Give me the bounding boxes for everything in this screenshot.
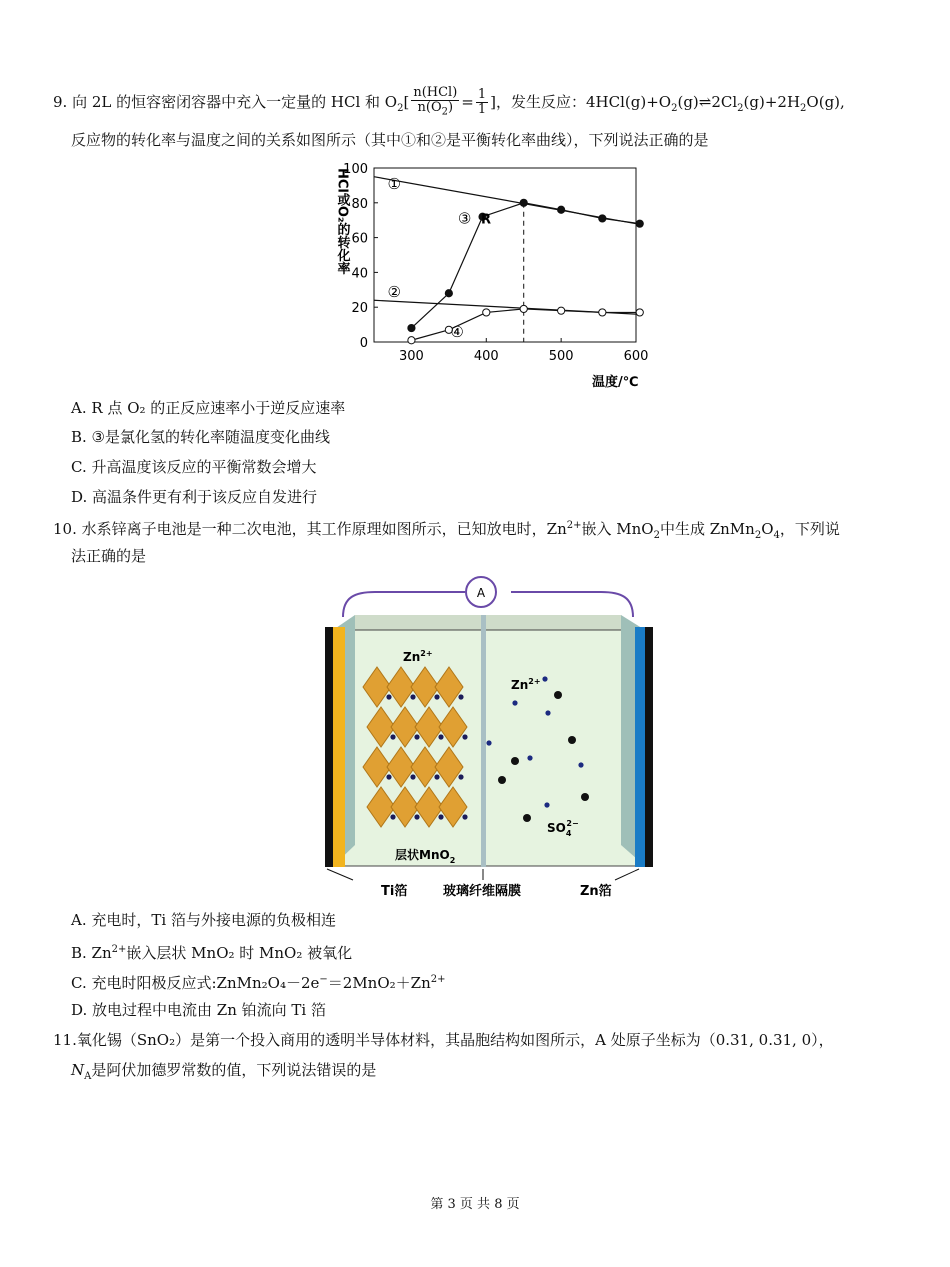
zn-ion-label-left: $Zn^{2+}$	[403, 649, 433, 664]
chart-xlabel: 温度/℃	[592, 375, 639, 390]
zn-ion-dot	[438, 814, 443, 819]
frac-den	[411, 101, 459, 120]
y-tick-label: 20	[351, 301, 368, 317]
zn-ion-dot	[386, 774, 391, 779]
zn-ion-dot	[414, 734, 419, 739]
sulfate-ion	[511, 757, 519, 765]
zn-ion	[578, 762, 583, 767]
q9-text-b: ]，发生反应：4HCl(g)+O	[490, 92, 672, 111]
series-3-point	[520, 199, 527, 206]
q9-line2: 反应物的转化率与温度之间的关系如图所示（其中①和②是平衡转化率曲线），下列说法正确的是	[71, 131, 709, 149]
q10-number: 10.	[53, 520, 77, 538]
q9-option-c: C. 升高温度该反应的平衡常数会增大	[71, 458, 317, 476]
y-tick-label: 60	[351, 231, 368, 247]
chart-ylabel: HCl或O₂的转化率	[334, 168, 350, 275]
series-1-line	[374, 174, 636, 224]
zn-foil-label: Zn箔	[580, 884, 612, 899]
y-tick-label: 40	[351, 266, 368, 282]
q9-o2-sub: 2	[397, 102, 404, 114]
zn-ion	[527, 755, 532, 760]
q9-text-d: (g)+2H	[743, 92, 801, 111]
q9-option-b: B. ③是氯化氢的转化率随温度变化曲线	[71, 428, 331, 446]
q11-line1	[53, 1030, 834, 1050]
ti-pointer	[327, 869, 353, 880]
series-4-point	[636, 309, 643, 316]
q10-text-e: ，下列说	[779, 520, 840, 538]
series-4-point	[483, 309, 490, 316]
q10-option-d: D. 放电过程中电流由 Zn 铂流向 Ti 箔	[71, 1001, 326, 1019]
zn-ion-dot	[462, 814, 467, 819]
mno2-label: 层状MnO$_2$	[395, 848, 456, 865]
zn-ion	[545, 710, 550, 715]
q9-text-a: 向 2L 的恒容密闭容器中充入一定量的 HCl 和 O	[72, 92, 398, 111]
frac-num: n(HCl)	[413, 85, 458, 100]
zn-ion-label-right: $Zn^{2+}$	[511, 677, 541, 692]
zn-ion-dot	[434, 694, 439, 699]
zn-ion	[486, 740, 491, 745]
q10-text-a: 水系锌离子电池是一种二次电池，其工作原理如图所示，已知放电时，Zn	[81, 520, 567, 538]
zn-ion-dot	[390, 734, 395, 739]
chart-lines	[374, 174, 640, 342]
ti-foil-label: Ti箔	[381, 884, 408, 899]
q10-line2: 法正确的是	[71, 547, 147, 565]
zn-ion-dot	[458, 694, 463, 699]
battery-diagram	[315, 575, 660, 905]
zn-foil	[635, 627, 645, 867]
series-4-point	[408, 337, 415, 344]
page-footer: 第 3 页 共 8 页	[430, 1197, 520, 1212]
frac-den-sub: 2	[441, 106, 449, 118]
series-1-label: ①	[387, 174, 401, 193]
frac-den-tail: )	[448, 100, 454, 115]
conversion-chart	[330, 160, 670, 395]
q10-option-c: C. 充电时阳极反应式$:ZnMn_2O_4-2e^-=2MnO_2+Zn^{2+}$	[71, 974, 446, 992]
q10-text-b: 嵌入 MnO	[581, 520, 654, 538]
q10-sup: 2+	[566, 520, 582, 531]
y-tick-label: 0	[359, 336, 368, 351]
ti-foil-back	[325, 627, 333, 867]
sulfate-label: $SO_42-$	[547, 819, 579, 838]
series-4-point	[520, 305, 527, 312]
zn-ion-dot	[410, 694, 415, 699]
series-4-label: ④	[450, 322, 464, 341]
q9-option-a: A. R 点 O₂ 的正反应速率小于逆反应速率	[71, 399, 346, 417]
q10-option-a: A. 充电时，Ti 箔与外接电源的负极相连	[71, 911, 336, 929]
na-sub: A	[84, 1071, 92, 1082]
series-3-label: ③	[457, 209, 472, 228]
q10-line1: 10. 水系锌离子电池是一种二次电池，其工作原理如图所示，已知放电时，$Zn^{2+}$嵌入 MnO$_2$中生成 $ZnMn_2O_4$，下列说	[53, 520, 840, 541]
q11-number: 11.	[53, 1031, 77, 1049]
sulfate-ion	[568, 736, 576, 744]
zn-ion	[542, 676, 547, 681]
zn-ion-dot	[438, 734, 443, 739]
zn-ion-dot	[434, 774, 439, 779]
frac-den-a: n(O	[417, 100, 442, 115]
zn-ion-dot	[414, 814, 419, 819]
y-tick-label: 100	[343, 162, 368, 177]
ti-foil	[333, 627, 345, 867]
sulfate-ion	[498, 776, 506, 784]
q9-line1: 9. 向 2L 的恒容密闭容器中充入一定量的 HCl 和 $O_2$[ $\frac{\text{n(HCl)}}{n(O_2)}$ = $\frac{1}{1}$ ]，发生反应：$4HCl(g)+O_2(g)\rightleftharpoons 2Cl_2(g)+2H_2O(g)$,	[53, 85, 845, 118]
x-tick-label: 500	[548, 349, 574, 364]
sulfate-ion	[523, 814, 531, 822]
series-3-point	[445, 290, 452, 297]
x-tick-label: 300	[399, 349, 424, 364]
chart-points	[408, 199, 644, 344]
na-symbol: N	[71, 1061, 85, 1079]
chart-frame	[374, 168, 636, 342]
frac2-num: 1	[477, 87, 487, 103]
y-tick-label: 80	[351, 196, 368, 212]
series-3-point	[558, 206, 565, 213]
zn-ion-dot	[410, 774, 415, 779]
sulfate-ion	[554, 691, 562, 699]
q10-text-c: 中生成 ZnMn	[659, 520, 755, 538]
zn-ion	[512, 700, 517, 705]
q9-fraction-1	[411, 86, 459, 120]
q9-number: 9.	[53, 92, 68, 111]
q9-eq: =	[461, 92, 474, 111]
q9-text-e: O(g),	[806, 92, 845, 111]
q9-fraction-2	[476, 88, 488, 117]
series-2-label: ②	[387, 282, 401, 301]
q10-option-b: B. $Zn^{2+}$嵌入层状 MnO₂ 时 MnO₂ 被氧化	[71, 944, 353, 962]
zn-ion-dot	[390, 814, 395, 819]
series-3-point	[408, 324, 415, 331]
series-3-point	[599, 215, 606, 222]
membrane-label: 玻璃纤维隔膜	[443, 884, 522, 899]
q10-text-d: O	[761, 520, 774, 538]
glass-fiber-separator	[481, 615, 486, 867]
series-4-point	[558, 307, 565, 314]
point-r-label: R	[481, 212, 492, 228]
q9-option-d: D. 高温条件更有利于该反应自发进行	[71, 488, 318, 506]
q11-text-a: 氧化锡（SnO₂）是第一个投入商用的透明半导体材料，其晶胞结构如图所示，A 处原子坐标为（0.31, 0.31, 0），	[76, 1031, 834, 1049]
series-4-point	[599, 309, 606, 316]
x-tick-label: 400	[473, 349, 499, 364]
x-tick-label: 600	[623, 349, 649, 364]
sulfate-ion	[581, 793, 589, 801]
q11-text-b: 是阿伏加德罗常数的值，下列说法错误的是	[91, 1061, 377, 1079]
ammeter-label: A	[476, 586, 486, 600]
zn-ion-dot	[458, 774, 463, 779]
q9-text-c: (g)⇌2Cl	[677, 92, 738, 111]
zn-pointer	[615, 869, 639, 880]
electrolyte	[333, 630, 645, 866]
zn-ion	[544, 802, 549, 807]
series-3-point	[636, 220, 643, 227]
zn-ion-dot	[462, 734, 467, 739]
zn-ion-dot	[386, 694, 391, 699]
zn-foil-back	[645, 627, 653, 867]
q11-line2	[71, 1060, 376, 1087]
frac2-den: 1	[477, 102, 487, 118]
